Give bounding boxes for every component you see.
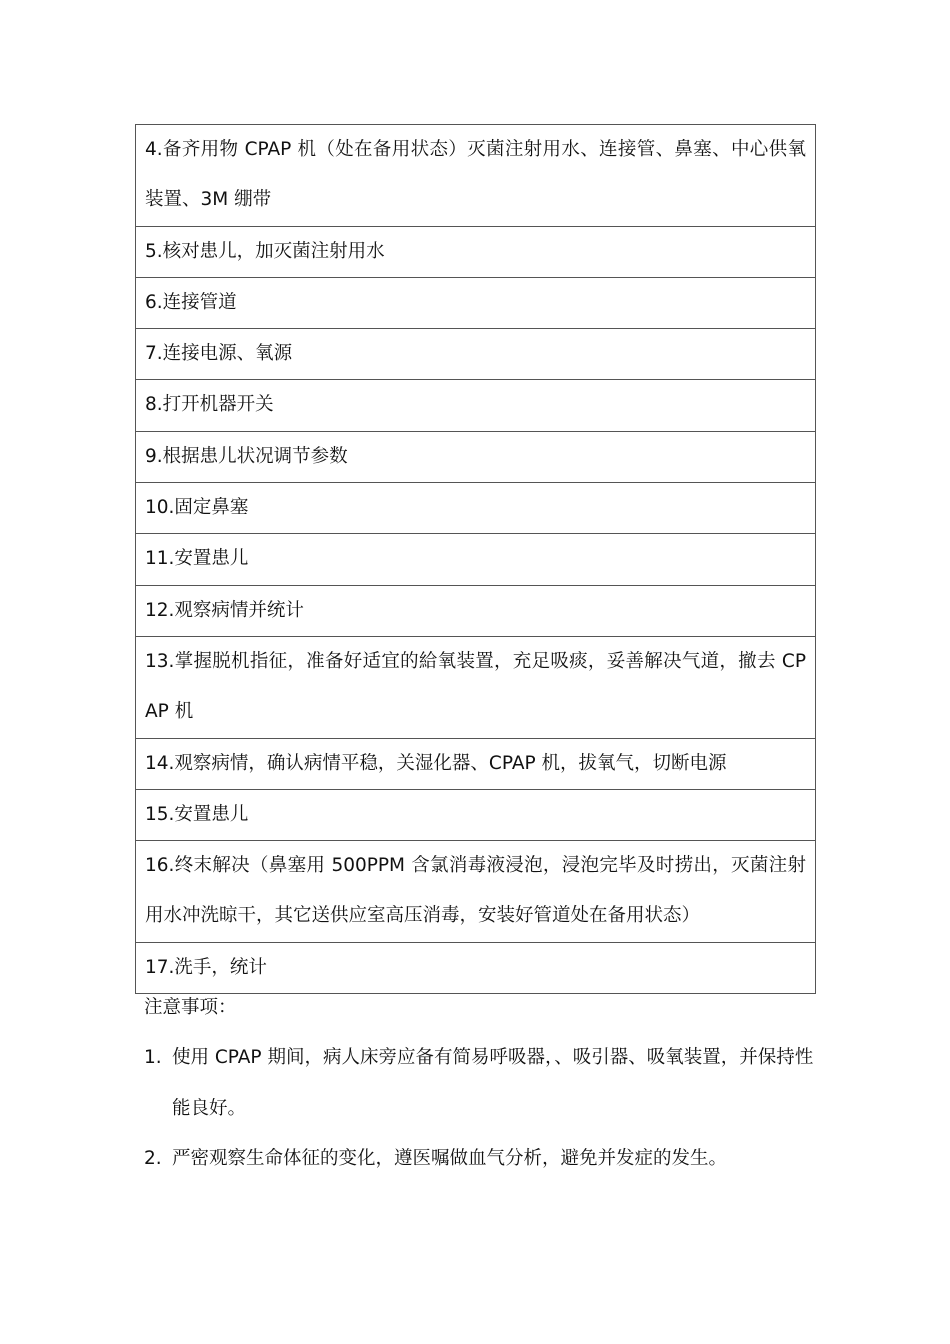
list-item-text: 严密观察生命体征的变化，遵医嘱做血气分析，避免并发症的发生。 [172,1147,728,1169]
list-item-text: 使用 CPAP 期间，病人床旁应备有简易呼吸器，、吸引器、吸氧装置，并保持性能良好。 [172,1047,814,1119]
table-row [136,125,816,227]
step-cell: 13.掌握脱机指征，准备好适宜的給氧装置，充足吸痰，妥善解决气道，撤去 CPAP 机 [136,636,816,738]
table-row [136,277,816,328]
procedure-steps-table [135,124,816,994]
step-cell: 16.终末解决（鼻塞用 500PPM 含氯消毒液浸泡，浸泡完毕及时捞出，灭菌注射用水冲洗晾干，其它送供应室高压消毒，安装好管道处在备用状态） [136,841,816,943]
precautions-title: 注意事项： [144,997,237,1018]
step-cell: 11.安置患儿 [136,534,816,585]
table-row [136,431,816,482]
step-cell: 10.固定鼻塞 [136,483,816,534]
step-cell: 17.洗手，统计 [136,942,816,993]
list-item [144,1033,816,1134]
table-row [136,226,816,277]
step-cell: 12.观察病情并统计 [136,585,816,636]
step-cell: 15.安置患儿 [136,789,816,840]
step-cell: 7.连接电源、氧源 [136,329,816,380]
step-cell: 8.打开机器开关 [136,380,816,431]
step-cell: 6.连接管道 [136,277,816,328]
table-row [136,534,816,585]
table-row [136,585,816,636]
list-item-number: 2. [144,1147,162,1169]
table-row [136,380,816,431]
table-row [136,738,816,789]
step-cell: 9.根据患儿状况调节参数 [136,431,816,482]
step-cell: 4.备齐用物 CPAP 机（处在备用状态）灭菌注射用水、连接管、鼻塞、中心供氧装置、3M 绷带 [136,125,816,227]
table-row [136,841,816,943]
table-row [136,329,816,380]
table-row [136,636,816,738]
list-item-number: 1. [144,1047,162,1069]
table-row [136,789,816,840]
step-cell: 5.核对患儿，加灭菌注射用水 [136,226,816,277]
table-row [136,483,816,534]
list-item [144,1134,816,1184]
precautions-section [144,983,816,1184]
step-cell: 14.观察病情，确认病情平稳，关湿化器、CPAP 机，拔氧气，切断电源 [136,738,816,789]
